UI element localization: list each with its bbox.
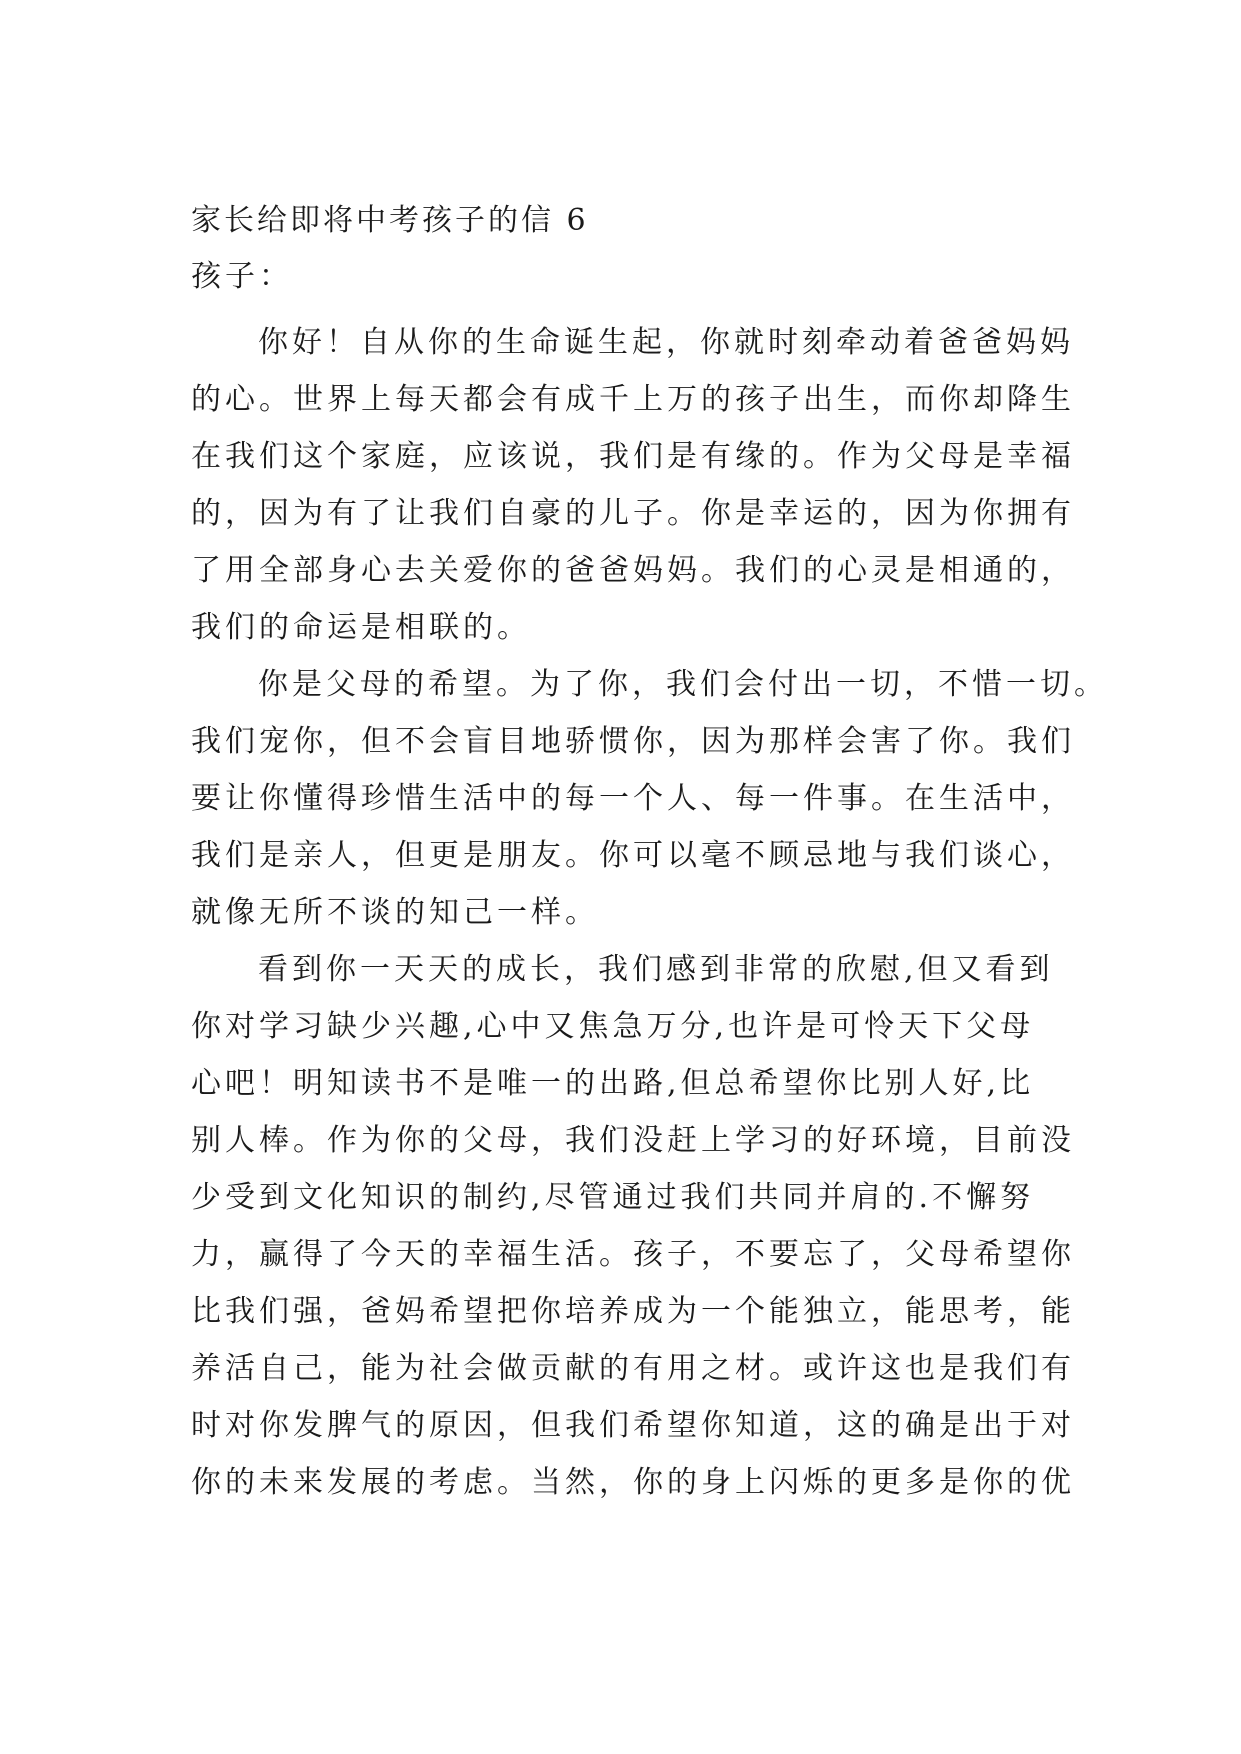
paragraph-2-line: 你是父母的希望。为了你，我们会付出一切，不惜一切。 xyxy=(258,667,1108,702)
paragraph-2-line: 就像无所不谈的知己一样。 xyxy=(191,895,599,930)
paragraph-3-line: 别人棒。作为你的父母，我们没赶上学习的好环境，目前没 xyxy=(191,1123,1075,1158)
paragraph-3-line: 养活自己，能为社会做贡献的有用之材。或许这也是我们有 xyxy=(191,1351,1075,1386)
salutation: 孩子： xyxy=(191,259,293,294)
paragraph-1-line: 的心。世界上每天都会有成千上万的孩子出生，而你却降生 xyxy=(191,382,1075,417)
paragraph-3-line: 时对你发脾气的原因，但我们希望你知道，这的确是出于对 xyxy=(191,1408,1075,1443)
paragraph-2-line: 我们是亲人，但更是朋友。你可以毫不顾忌地与我们谈心， xyxy=(191,838,1075,873)
paragraph-2-line: 我们宠你，但不会盲目地骄惯你，因为那样会害了你。我们 xyxy=(191,724,1075,759)
paragraph-3-line: 少受到文化知识的制约,尽管通过我们共同并肩的.不懈努 xyxy=(191,1180,1035,1215)
paragraph-1-line: 了用全部身心去关爱你的爸爸妈妈。我们的心灵是相通的， xyxy=(191,553,1075,588)
paragraph-3-line: 力，赢得了今天的幸福生活。孩子，不要忘了，父母希望你 xyxy=(191,1237,1075,1272)
paragraph-3-line: 心吧！明知读书不是唯一的出路,但总希望你比别人好,比 xyxy=(191,1066,1035,1101)
paragraph-3-line: 你对学习缺少兴趣,心中又焦急万分,也许是可怜天下父母 xyxy=(191,1009,1035,1044)
paragraph-1-line: 的，因为有了让我们自豪的儿子。你是幸运的，因为你拥有 xyxy=(191,496,1075,531)
paragraph-1-line: 我们的命运是相联的。 xyxy=(191,610,531,645)
paragraph-2-line: 要让你懂得珍惜生活中的每一个人、每一件事。在生活中， xyxy=(191,781,1075,816)
paragraph-1-line: 你好！自从你的生命诞生起，你就时刻牵动着爸爸妈妈 xyxy=(258,325,1074,360)
paragraph-1-line: 在我们这个家庭，应该说，我们是有缘的。作为父母是幸福 xyxy=(191,439,1075,474)
paragraph-3-line: 看到你一天天的成长，我们感到非常的欣慰,但又看到 xyxy=(258,952,1054,987)
paragraph-3-line: 比我们强，爸妈希望把你培养成为一个能独立，能思考，能 xyxy=(191,1294,1075,1329)
paragraph-3-line: 你的未来发展的考虑。当然，你的身上闪烁的更多是你的优 xyxy=(191,1465,1075,1500)
document-title: 家长给即将中考孩子的信 6 xyxy=(191,203,589,238)
